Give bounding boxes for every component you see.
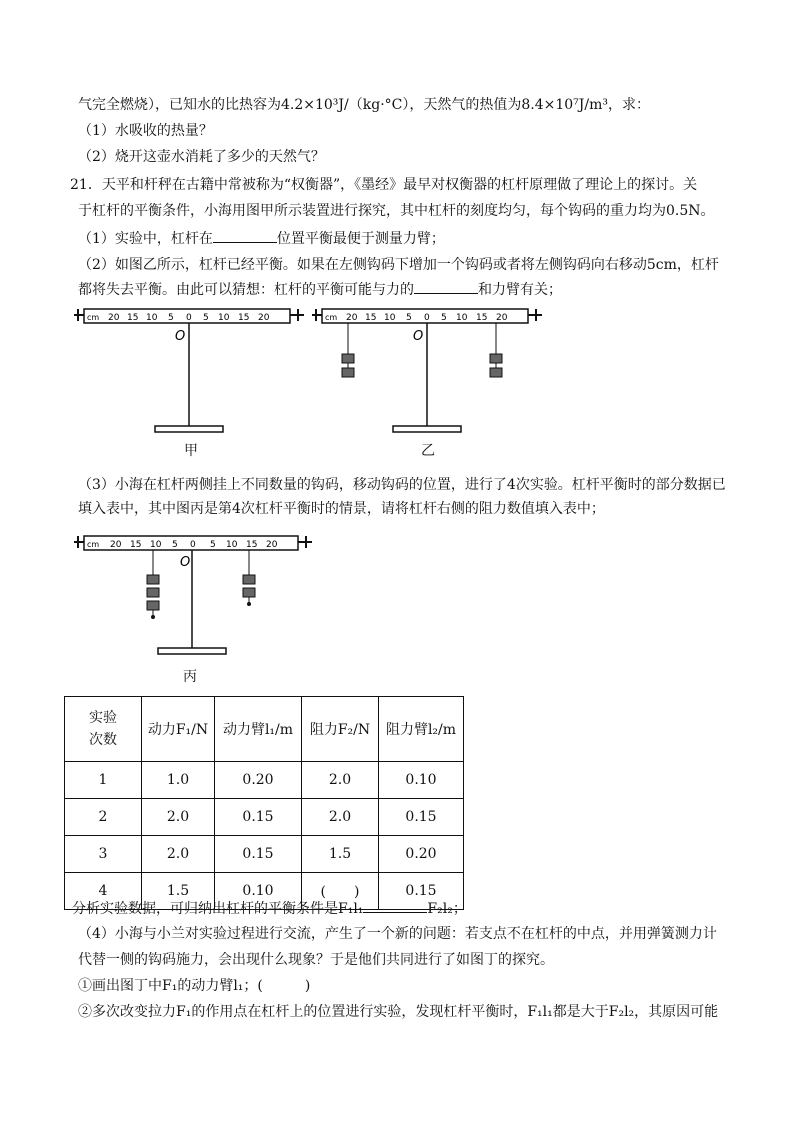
svg-text:5: 5: [168, 313, 174, 323]
svg-text:10: 10: [226, 540, 238, 550]
svg-text:15: 15: [246, 540, 258, 550]
text-line-3: （2）烧开这壶水消耗了多少的天然气？: [78, 149, 325, 165]
cell: 1: [65, 762, 142, 799]
svg-text:20: 20: [496, 313, 508, 323]
cell: 1.0: [142, 762, 215, 799]
svg-text:5: 5: [406, 313, 412, 323]
cell: 0.15: [379, 873, 464, 910]
svg-text:10: 10: [384, 313, 396, 323]
cell: 0.20: [379, 836, 464, 873]
table-row: [65, 799, 464, 836]
svg-text:15: 15: [127, 313, 139, 323]
svg-text:cm: cm: [87, 540, 100, 549]
sub-question-1: ①画出图丁中F₁的动力臂l₁；( ): [78, 978, 311, 994]
part-2-text-b: 和力臂有关；: [478, 282, 562, 298]
header-f2: 阻力F₂/N: [302, 697, 379, 762]
answer-cell-f2[interactable]: ( ): [302, 873, 379, 910]
answer-blank-2[interactable]: [414, 279, 478, 294]
caption-jia: 甲: [184, 443, 198, 459]
cell: 0.20: [215, 762, 302, 799]
table-row: [65, 836, 464, 873]
experiment-table: [64, 696, 464, 910]
svg-text:20: 20: [108, 313, 120, 323]
balance-text: 分析实验数据，可归纳出杠杆的平衡条件是: [72, 901, 338, 917]
cell: 2.0: [142, 799, 215, 836]
svg-text:20: 20: [258, 313, 270, 323]
svg-text:O: O: [180, 555, 191, 570]
svg-text:0: 0: [186, 313, 192, 323]
cell: 0.15: [379, 799, 464, 836]
svg-text:15: 15: [238, 313, 250, 323]
figure-bing: [70, 530, 320, 660]
svg-text:10: 10: [218, 313, 230, 323]
cell: 0.10: [379, 762, 464, 799]
cell: 0.15: [215, 799, 302, 836]
svg-text:20: 20: [266, 540, 278, 550]
cell: 2: [65, 799, 142, 836]
svg-text:0: 0: [424, 313, 430, 323]
svg-text:20: 20: [110, 540, 122, 550]
question-21-line-2: 于杠杆的平衡条件，小海用图甲所示装置进行探究，其中杠杆的刻度均匀，每个钩码的重力均为0.5N。: [78, 203, 715, 219]
part-1-text-a: （1）实验中，杠杆在: [78, 231, 213, 247]
cell: 3: [65, 836, 142, 873]
question-21-part-2: （2）如图乙所示，杠杆已经平衡。如果在左侧钩码下增加一个钩码或者将左侧钩码向右移动5cm，杠杆: [78, 257, 719, 273]
svg-text:15: 15: [365, 313, 377, 323]
svg-text:20: 20: [346, 313, 358, 323]
balance-condition-line: [72, 898, 467, 919]
svg-text:5: 5: [210, 540, 216, 550]
question-21-part-3: （3）小海在杠杆两侧挂上不同数量的钩码，移动钩码的位置，进行了4次实验。杠杆平衡时的部分数据已: [78, 477, 726, 493]
header-l1: 动力臂l₁/m: [215, 697, 302, 762]
answer-blank-1[interactable]: [213, 228, 277, 243]
svg-text:0: 0: [190, 540, 196, 550]
svg-text:cm: cm: [325, 313, 338, 322]
svg-text:10: 10: [456, 313, 468, 323]
svg-text:5: 5: [172, 540, 178, 550]
svg-text:10: 10: [150, 540, 162, 550]
svg-text:15: 15: [476, 313, 488, 323]
part-1-text-b: 位置平衡最便于测量力臂；: [276, 231, 445, 247]
question-21-part-4-line-2: 代替一侧的钩码施力，会出现什么现象？于是他们共同进行了如图丁的探究。: [78, 952, 554, 968]
caption-bing: 丙: [183, 669, 197, 685]
cell: 1.5: [142, 873, 215, 910]
cell: 4: [65, 873, 142, 910]
header-trial: 实验次数: [65, 697, 142, 762]
question-21-part-1: [78, 228, 445, 249]
figure-jia-yi: [70, 306, 550, 456]
svg-text:5: 5: [203, 313, 209, 323]
lever-yi: [312, 309, 542, 432]
sub-question-2: ②多次改变拉力F₁的作用点在杠杆上的位置进行实验，发现杠杆平衡时，F₁l₁都是大于F₂l₂，其原因可能: [78, 1004, 719, 1020]
question-21-part-2-line-2: [78, 279, 562, 300]
cell: 2.0: [302, 762, 379, 799]
header-f1: 动力F₁/N: [142, 697, 215, 762]
cell: 1.5: [302, 836, 379, 873]
balance-f1l1: F₁l₁: [338, 901, 364, 917]
text-line-1: 气完全燃烧），已知水的比热容为4.2×10³J/（kg·°C），天然气的热值为8.4×10⁷J/m³，求：: [78, 97, 650, 113]
svg-text:O: O: [413, 329, 424, 344]
svg-text:O: O: [175, 329, 186, 344]
part-2-text-a: 都将失去平衡。由此可以猜想：杠杆的平衡可能与力的: [78, 282, 414, 298]
table-row: [65, 762, 464, 799]
lever-jia: [74, 309, 304, 432]
cell: 2.0: [142, 836, 215, 873]
balance-f2l2: F₂l₂；: [427, 901, 467, 917]
text-line-2: （1）水吸收的热量？: [78, 123, 213, 139]
cell: 2.0: [302, 799, 379, 836]
svg-text:cm: cm: [87, 313, 100, 322]
svg-text:15: 15: [130, 540, 142, 550]
question-21-part-3-line-2: 填入表中，其中图丙是第4次杠杆平衡时的情景，请将杠杆右侧的阻力数值填入表中；: [78, 501, 605, 517]
svg-text:5: 5: [441, 313, 447, 323]
svg-text:10: 10: [146, 313, 158, 323]
question-21-line-1: 21．天平和杆秤在古籍中常被称为“权衡器”，《墨经》最早对权衡器的杠杆原理做了理论上的探讨。关: [70, 177, 698, 193]
table-header-row: [65, 697, 464, 762]
caption-yi: 乙: [421, 443, 435, 459]
answer-blank-3[interactable]: [363, 898, 427, 913]
cell: 0.10: [215, 873, 302, 910]
header-l2: 阻力臂l₂/m: [379, 697, 464, 762]
cell: 0.15: [215, 836, 302, 873]
question-21-part-4: （4）小海与小兰对实验过程进行交流，产生了一个新的问题：若支点不在杠杆的中点，并用弹簧测力计: [78, 926, 717, 942]
